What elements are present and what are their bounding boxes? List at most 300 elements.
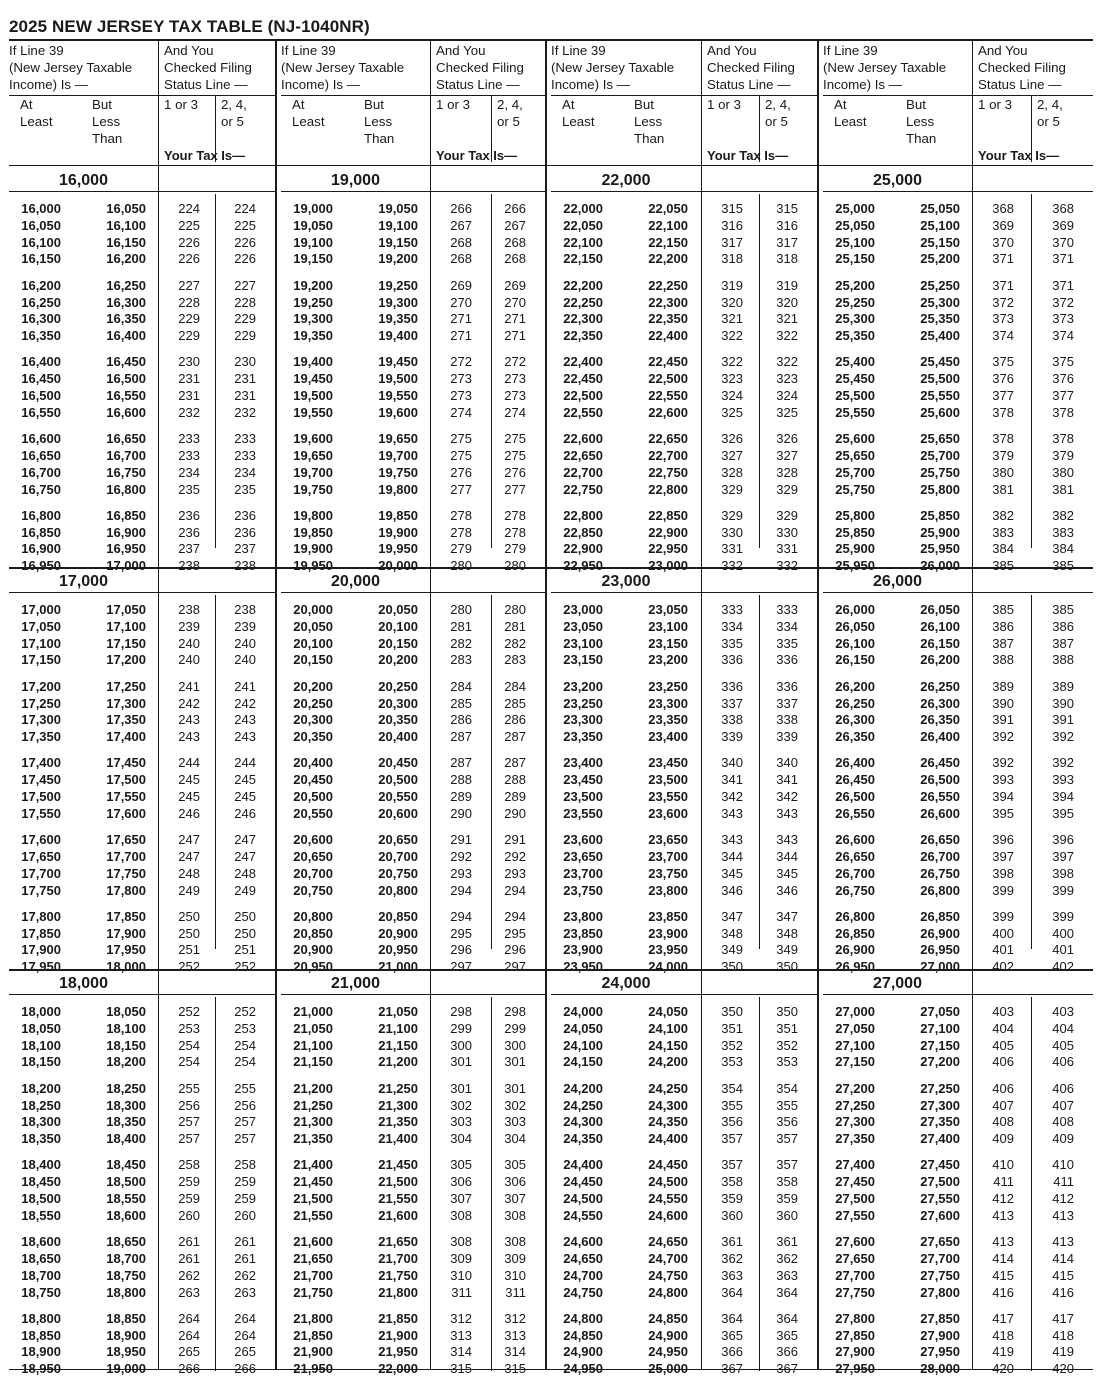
at-least-value: 17,300 <box>21 712 61 728</box>
tax-2-4-5-value: 387 <box>1052 635 1074 651</box>
tax-2-4-5-value: 323 <box>776 371 798 387</box>
but-less-value: 22,050 <box>648 201 688 216</box>
at-least-value: 20,100 <box>293 635 333 651</box>
but-less-value: 27,450 <box>920 1157 960 1173</box>
block-heading: 23,000 <box>601 573 651 590</box>
tax-2-4-5-value: 262 <box>234 1267 256 1283</box>
at-least-value: 21,450 <box>293 1174 333 1190</box>
but-less-value: 24,750 <box>648 1267 688 1283</box>
tax-1-3-value: 413 <box>992 1234 1014 1250</box>
tax-2-4-5-value: 250 <box>234 925 256 941</box>
at-least-value: 20,350 <box>293 729 333 745</box>
at-least-value: 27,050 <box>835 1020 875 1036</box>
but-less-value: 26,950 <box>920 942 960 958</box>
tax-1-3-value: 256 <box>178 1097 200 1113</box>
tax-1-3-value: 410 <box>992 1157 1014 1173</box>
tax-2-4-5-value: 243 <box>234 712 256 728</box>
at-least-value: 17,250 <box>21 695 61 711</box>
tax-1-3-value: 351 <box>721 1020 743 1036</box>
tax-1-3-value: 355 <box>721 1097 743 1113</box>
tax-1-3-value: 394 <box>992 789 1014 804</box>
but-less-value: 17,900 <box>106 925 146 941</box>
at-least-value: 19,650 <box>293 447 333 463</box>
tax-2-4-5-value: 240 <box>234 652 256 668</box>
but-less-value: 24,800 <box>648 1284 688 1300</box>
tax-1-3-value: 370 <box>992 234 1014 250</box>
at-least-value: 17,650 <box>21 848 61 864</box>
tax-2-4-5-value: 236 <box>234 524 256 540</box>
tax-1-3-value: 419 <box>992 1344 1014 1360</box>
tax-1-3-value: 373 <box>992 311 1014 327</box>
tax-1-3-value: 395 <box>992 805 1014 821</box>
at-least-value: 16,050 <box>21 217 61 233</box>
tax-2-4-5-value: 282 <box>504 635 526 651</box>
tax-2-4-5-value: 414 <box>1052 1250 1074 1266</box>
but-less-value: 26,050 <box>920 602 960 617</box>
tax-2-4-5-value: 311 <box>505 1284 526 1300</box>
but-less-value: 25,850 <box>920 507 960 523</box>
but-less-value: 22,250 <box>648 277 688 293</box>
but-less-value: 22,000 <box>378 1361 418 1377</box>
tax-2-4-5-value: 275 <box>504 447 526 463</box>
tax-2-4-5-value: 333 <box>776 602 798 617</box>
tax-1-3-value: 340 <box>721 755 743 771</box>
at-least-value: 20,600 <box>293 832 333 848</box>
at-least-value: 24,850 <box>563 1327 603 1343</box>
at-least-value: 24,650 <box>563 1250 603 1266</box>
if-line-header: If Line 39 (New Jersey Taxable Income) Is — <box>551 43 675 92</box>
tax-1-3-value: 336 <box>721 652 743 668</box>
tax-2-4-5-value: 399 <box>1052 908 1074 924</box>
but-less-value: 26,250 <box>920 678 960 694</box>
at-least-value: 24,350 <box>563 1131 603 1147</box>
but-less-value: 18,900 <box>106 1327 146 1343</box>
at-least-value: 23,500 <box>563 789 603 804</box>
tax-2-4-5-value: 363 <box>776 1267 798 1283</box>
tax-1-3-value: 372 <box>992 294 1014 310</box>
but-less-value: 16,150 <box>106 234 146 250</box>
tax-2-4-5-value: 385 <box>1052 602 1074 617</box>
but-less-value: 17,050 <box>106 602 146 617</box>
but-less-value: 22,950 <box>648 541 688 557</box>
at-least-value: 17,500 <box>21 789 61 804</box>
tax-1-3-value: 333 <box>721 602 743 617</box>
tax-2-4-5-value: 404 <box>1052 1020 1074 1036</box>
at-least-value: 18,300 <box>21 1114 61 1130</box>
at-least-value: 20,700 <box>293 865 333 881</box>
status-1-3-header: 1 or 3 <box>164 97 199 112</box>
but-less-value: 17,750 <box>106 865 146 881</box>
but-less-value: 20,400 <box>378 729 418 745</box>
at-least-value: 23,350 <box>563 729 603 745</box>
but-less-value: 17,700 <box>106 848 146 864</box>
tax-2-4-5-value: 276 <box>504 464 526 480</box>
at-least-value: 18,050 <box>21 1020 61 1036</box>
tax-2-4-5-value: 308 <box>504 1207 526 1223</box>
tax-1-3-value: 243 <box>178 729 200 745</box>
tax-2-4-5-value: 246 <box>234 805 256 821</box>
tax-2-4-5-value: 273 <box>504 371 526 387</box>
tax-1-3-value: 319 <box>721 277 743 293</box>
at-least-value: 16,700 <box>21 464 61 480</box>
at-least-value: 16,550 <box>21 404 61 420</box>
tax-1-3-value: 306 <box>450 1174 472 1190</box>
tax-1-3-value: 415 <box>992 1267 1014 1283</box>
tax-2-4-5-value: 373 <box>1052 311 1074 327</box>
but-less-value: 24,450 <box>648 1157 688 1173</box>
but-less-value: 19,400 <box>378 328 418 344</box>
tax-2-4-5-value: 330 <box>776 524 798 540</box>
at-least-value: 22,150 <box>563 251 603 267</box>
but-less-value: 22,500 <box>648 371 688 387</box>
at-least-value: 24,600 <box>563 1234 603 1250</box>
tax-1-3-value: 378 <box>992 404 1014 420</box>
tax-1-3-value: 300 <box>450 1037 472 1053</box>
tax-1-3-value: 242 <box>178 695 200 711</box>
but-less-value: 24,150 <box>648 1037 688 1053</box>
tax-2-4-5-value: 374 <box>1052 328 1074 344</box>
tax-2-4-5-value: 329 <box>776 481 798 497</box>
tax-1-3-value: 414 <box>992 1250 1014 1266</box>
but-less-value: 21,400 <box>378 1131 418 1147</box>
tax-1-3-value: 325 <box>721 404 743 420</box>
tax-2-4-5-value: 285 <box>504 695 526 711</box>
at-least-value: 17,800 <box>21 908 61 924</box>
but-less-value: 20,500 <box>378 772 418 788</box>
but-less-value: 22,200 <box>648 251 688 267</box>
but-less-value: 27,000 <box>920 959 960 975</box>
tax-2-4-5-value: 337 <box>776 695 798 711</box>
tax-2-4-5-value: 231 <box>234 388 256 403</box>
at-least-value: 20,550 <box>293 805 333 821</box>
tax-1-3-value: 320 <box>721 294 743 310</box>
tax-1-3-value: 261 <box>178 1234 200 1250</box>
but-less-value: 20,800 <box>378 882 418 898</box>
but-less-value: 23,000 <box>648 558 688 574</box>
at-least-value: 22,350 <box>563 328 603 344</box>
but-less-value: 23,750 <box>648 865 688 881</box>
but-less-value: 26,150 <box>920 635 960 651</box>
tax-1-3-value: 299 <box>450 1020 472 1036</box>
tax-2-4-5-value: 289 <box>504 789 526 804</box>
tax-1-3-value: 284 <box>450 678 472 694</box>
but-less-value: 25,450 <box>920 354 960 370</box>
at-least-value: 18,850 <box>21 1327 61 1343</box>
but-less-value: 18,100 <box>106 1020 146 1036</box>
at-least-value: 25,200 <box>835 277 875 293</box>
but-less-value: 25,350 <box>920 311 960 327</box>
block-heading: 22,000 <box>601 172 651 189</box>
tax-1-3-value: 371 <box>992 251 1014 267</box>
tax-2-4-5-value: 254 <box>234 1054 256 1070</box>
tax-1-3-value: 412 <box>992 1191 1014 1206</box>
but-less-value: 21,350 <box>378 1114 418 1130</box>
but-less-value: 16,100 <box>106 217 146 233</box>
but-less-value: 19,800 <box>378 481 418 497</box>
tax-2-4-5-value: 353 <box>776 1054 798 1070</box>
tax-2-4-5-value: 375 <box>1052 354 1074 370</box>
at-least-value: 19,800 <box>293 507 333 523</box>
at-least-value: 22,900 <box>563 541 603 557</box>
but-less-value: 20,900 <box>378 925 418 941</box>
but-less-value: 23,800 <box>648 882 688 898</box>
section-divider <box>545 41 547 1369</box>
at-least-value: 26,800 <box>835 908 875 924</box>
tax-1-3-value: 270 <box>450 294 472 310</box>
tax-2-4-5-value: 403 <box>1052 1004 1074 1019</box>
tax-2-4-5-value: 322 <box>776 328 798 344</box>
tax-1-3-value: 357 <box>721 1131 743 1147</box>
tax-2-4-5-value: 409 <box>1052 1131 1074 1147</box>
at-least-value: 25,900 <box>835 541 875 557</box>
at-least-value: 27,350 <box>835 1131 875 1147</box>
but-less-value: 27,650 <box>920 1234 960 1250</box>
tax-1-3-value: 238 <box>178 602 200 617</box>
but-less-value: 24,000 <box>648 959 688 975</box>
at-least-value: 21,550 <box>293 1207 333 1223</box>
at-least-value: 21,000 <box>293 1004 333 1019</box>
at-least-value: 17,400 <box>21 755 61 771</box>
but-less-value: 25,900 <box>920 524 960 540</box>
but-less-value: 18,550 <box>106 1191 146 1206</box>
tax-2-4-5-value: 261 <box>234 1250 256 1266</box>
tax-1-3-value: 383 <box>992 524 1014 540</box>
but-less-value: 19,700 <box>378 447 418 463</box>
at-least-value: 16,450 <box>21 371 61 387</box>
tax-1-3-value: 315 <box>721 201 743 216</box>
but-less-value: 27,350 <box>920 1114 960 1130</box>
tax-2-4-5-value: 321 <box>776 311 798 327</box>
tax-2-4-5-value: 345 <box>776 865 798 881</box>
tax-1-3-value: 257 <box>178 1131 200 1147</box>
tax-1-3-value: 245 <box>178 772 200 788</box>
at-least-value: 16,900 <box>21 541 61 557</box>
at-least-value: 25,300 <box>835 311 875 327</box>
at-least-value: 20,000 <box>293 602 333 617</box>
but-less-value: 18,450 <box>106 1157 146 1173</box>
but-less-value: 24,250 <box>648 1080 688 1096</box>
tax-2-4-5-value: 265 <box>234 1344 256 1360</box>
tax-2-4-5-value: 343 <box>776 805 798 821</box>
at-least-value: 19,200 <box>293 277 333 293</box>
tax-1-3-value: 288 <box>450 772 472 788</box>
at-least-value: 17,950 <box>21 959 61 975</box>
tax-2-4-5-value: 412 <box>1052 1191 1074 1206</box>
tax-2-4-5-value: 406 <box>1052 1054 1074 1070</box>
at-least-value: 21,700 <box>293 1267 333 1283</box>
at-least-value: 25,950 <box>835 558 875 574</box>
at-least-value: 18,750 <box>21 1284 61 1300</box>
tax-1-3-value: 279 <box>450 541 472 557</box>
tax-2-4-5-value: 360 <box>776 1207 798 1223</box>
but-less-value: 16,900 <box>106 524 146 540</box>
but-less-value: 21,250 <box>378 1080 418 1096</box>
tax-2-4-5-value: 395 <box>1052 805 1074 821</box>
but-less-value: 24,100 <box>648 1020 688 1036</box>
tax-1-3-value: 317 <box>721 234 743 250</box>
tax-2-4-5-value: 292 <box>504 848 526 864</box>
tax-2-4-5-value: 299 <box>504 1020 526 1036</box>
but-less-value: 22,700 <box>648 447 688 463</box>
tax-1-3-value: 305 <box>450 1157 472 1173</box>
block-heading: 21,000 <box>331 975 380 992</box>
tax-2-4-5-value: 312 <box>504 1310 526 1326</box>
tax-1-3-value: 273 <box>450 371 472 387</box>
tax-1-3-value: 280 <box>450 602 472 617</box>
tax-2-4-5-value: 261 <box>234 1234 256 1250</box>
at-least-value: 26,650 <box>835 848 875 864</box>
tax-1-3-value: 380 <box>992 464 1014 480</box>
tax-1-3-value: 313 <box>450 1327 472 1343</box>
tax-2-4-5-value: 390 <box>1052 695 1074 711</box>
tax-2-4-5-value: 357 <box>776 1157 798 1173</box>
tax-1-3-value: 335 <box>721 635 743 651</box>
but-less-value: 16,050 <box>106 201 146 216</box>
but-less-value: 20,550 <box>378 789 418 804</box>
at-least-value: 17,700 <box>21 865 61 881</box>
tax-1-3-value: 250 <box>178 908 200 924</box>
tax-1-3-value: 240 <box>178 652 200 668</box>
but-less-value: 26,100 <box>920 618 960 634</box>
tax-1-3-value: 301 <box>450 1080 472 1096</box>
tax-2-4-5-value: 392 <box>1052 729 1074 745</box>
but-less-value: 17,350 <box>106 712 146 728</box>
tax-2-4-5-value: 396 <box>1052 832 1074 848</box>
block-heading: 17,000 <box>59 573 108 590</box>
at-least-value: 19,150 <box>293 251 333 267</box>
tax-2-4-5-value: 293 <box>504 865 526 881</box>
tax-1-3-value: 271 <box>450 311 472 327</box>
at-least-value: 20,650 <box>293 848 333 864</box>
tax-2-4-5-value: 226 <box>234 234 256 250</box>
tax-1-3-value: 402 <box>992 959 1014 975</box>
tax-1-3-value: 386 <box>992 618 1014 634</box>
tax-1-3-value: 243 <box>178 712 200 728</box>
but-less-value: 25,300 <box>920 294 960 310</box>
but-less-value: 20,100 <box>378 618 418 634</box>
but-less-value: 18,000 <box>106 959 146 975</box>
tax-1-3-value: 271 <box>450 328 472 344</box>
tax-2-4-5-value: 274 <box>504 404 526 420</box>
tax-2-4-5-value: 339 <box>776 729 798 745</box>
at-least-value: 22,100 <box>563 234 603 250</box>
tax-1-3-value: 352 <box>721 1037 743 1053</box>
but-less-value: 24,850 <box>648 1310 688 1326</box>
block-heading-rule <box>823 191 1093 192</box>
tax-1-3-value: 342 <box>721 789 743 804</box>
at-least-value: 21,150 <box>293 1054 333 1070</box>
at-least-value: 19,100 <box>293 234 333 250</box>
tax-1-3-value: 327 <box>721 447 743 463</box>
tax-1-3-value: 278 <box>450 507 472 523</box>
tax-2-4-5-value: 307 <box>504 1191 526 1206</box>
at-least-value: 17,850 <box>21 925 61 941</box>
at-least-value: 22,050 <box>563 217 603 233</box>
but-less-value: 23,350 <box>648 712 688 728</box>
tax-1-3-value: 252 <box>178 1004 200 1019</box>
tax-2-4-5-value: 332 <box>776 558 798 574</box>
at-least-value: 16,100 <box>21 234 61 250</box>
and-you-header: And You Checked Filing Status Line — <box>978 43 1066 92</box>
block-heading-rule <box>551 994 817 995</box>
tax-1-3-value: 314 <box>450 1344 472 1360</box>
tax-1-3-value: 405 <box>992 1037 1014 1053</box>
tax-2-4-5-value: 334 <box>776 618 798 634</box>
tax-1-3-value: 377 <box>992 388 1014 403</box>
but-less-value: 25,200 <box>920 251 960 267</box>
at-least-value: 21,750 <box>293 1284 333 1300</box>
tax-1-3-value: 294 <box>450 908 472 924</box>
tax-1-3-value: 248 <box>178 865 200 881</box>
tax-2-4-5-value: 247 <box>234 848 256 864</box>
at-least-value: 17,100 <box>21 635 61 651</box>
tax-1-3-value: 294 <box>450 882 472 898</box>
tax-1-3-value: 356 <box>721 1114 743 1130</box>
but-less-value: 20,700 <box>378 848 418 864</box>
but-less-header: But Less Than <box>92 97 123 146</box>
but-less-value: 19,150 <box>378 234 418 250</box>
tax-1-3-value: 328 <box>721 464 743 480</box>
tax-2-4-5-value: 225 <box>234 217 256 233</box>
tax-1-3-value: 238 <box>178 558 200 574</box>
your-tax-header: Your Tax Is— <box>436 148 518 163</box>
but-less-value: 20,650 <box>378 832 418 848</box>
tax-1-3-value: 353 <box>721 1054 743 1070</box>
tax-2-4-5-value: 397 <box>1052 848 1074 864</box>
but-less-value: 23,050 <box>648 602 688 617</box>
but-less-value: 23,500 <box>648 772 688 788</box>
but-less-value: 26,000 <box>920 558 960 574</box>
but-less-value: 26,200 <box>920 652 960 668</box>
but-less-value: 19,000 <box>106 1361 146 1377</box>
tax-1-3-value: 301 <box>450 1054 472 1070</box>
tax-2-4-5-value: 277 <box>504 481 526 497</box>
tax-2-4-5-value: 314 <box>504 1344 526 1360</box>
tax-1-3-value: 321 <box>721 311 743 327</box>
tax-1-3-value: 268 <box>450 234 472 250</box>
at-least-value: 17,050 <box>21 618 61 634</box>
at-least-value: 26,450 <box>835 772 875 788</box>
tax-2-4-5-value: 364 <box>776 1284 798 1300</box>
but-less-value: 20,150 <box>378 635 418 651</box>
tax-2-4-5-value: 287 <box>504 755 526 771</box>
but-less-value: 19,450 <box>378 354 418 370</box>
tax-1-3-value: 267 <box>450 217 472 233</box>
but-less-value: 24,700 <box>648 1250 688 1266</box>
but-less-value: 21,450 <box>378 1157 418 1173</box>
tax-1-3-value: 241 <box>178 678 200 694</box>
tax-1-3-value: 409 <box>992 1131 1014 1147</box>
tax-1-3-value: 406 <box>992 1080 1014 1096</box>
but-less-value: 22,100 <box>648 217 688 233</box>
at-least-value: 23,100 <box>563 635 603 651</box>
but-less-value: 24,650 <box>648 1234 688 1250</box>
but-less-value: 25,700 <box>920 447 960 463</box>
status-2-4-5-header: 2, 4, or 5 <box>1037 97 1063 129</box>
at-least-value: 18,800 <box>21 1310 61 1326</box>
tax-1-3-value: 389 <box>992 678 1014 694</box>
but-less-value: 19,750 <box>378 464 418 480</box>
tax-1-3-value: 293 <box>450 865 472 881</box>
tax-2-4-5-value: 302 <box>504 1097 526 1113</box>
tax-1-3-value: 376 <box>992 371 1014 387</box>
at-least-value: 19,000 <box>293 201 333 216</box>
at-least-value: 25,350 <box>835 328 875 344</box>
at-least-value: 18,500 <box>21 1191 61 1206</box>
but-less-value: 16,350 <box>106 311 146 327</box>
at-least-value: 21,500 <box>293 1191 333 1206</box>
but-less-value: 27,400 <box>920 1131 960 1147</box>
